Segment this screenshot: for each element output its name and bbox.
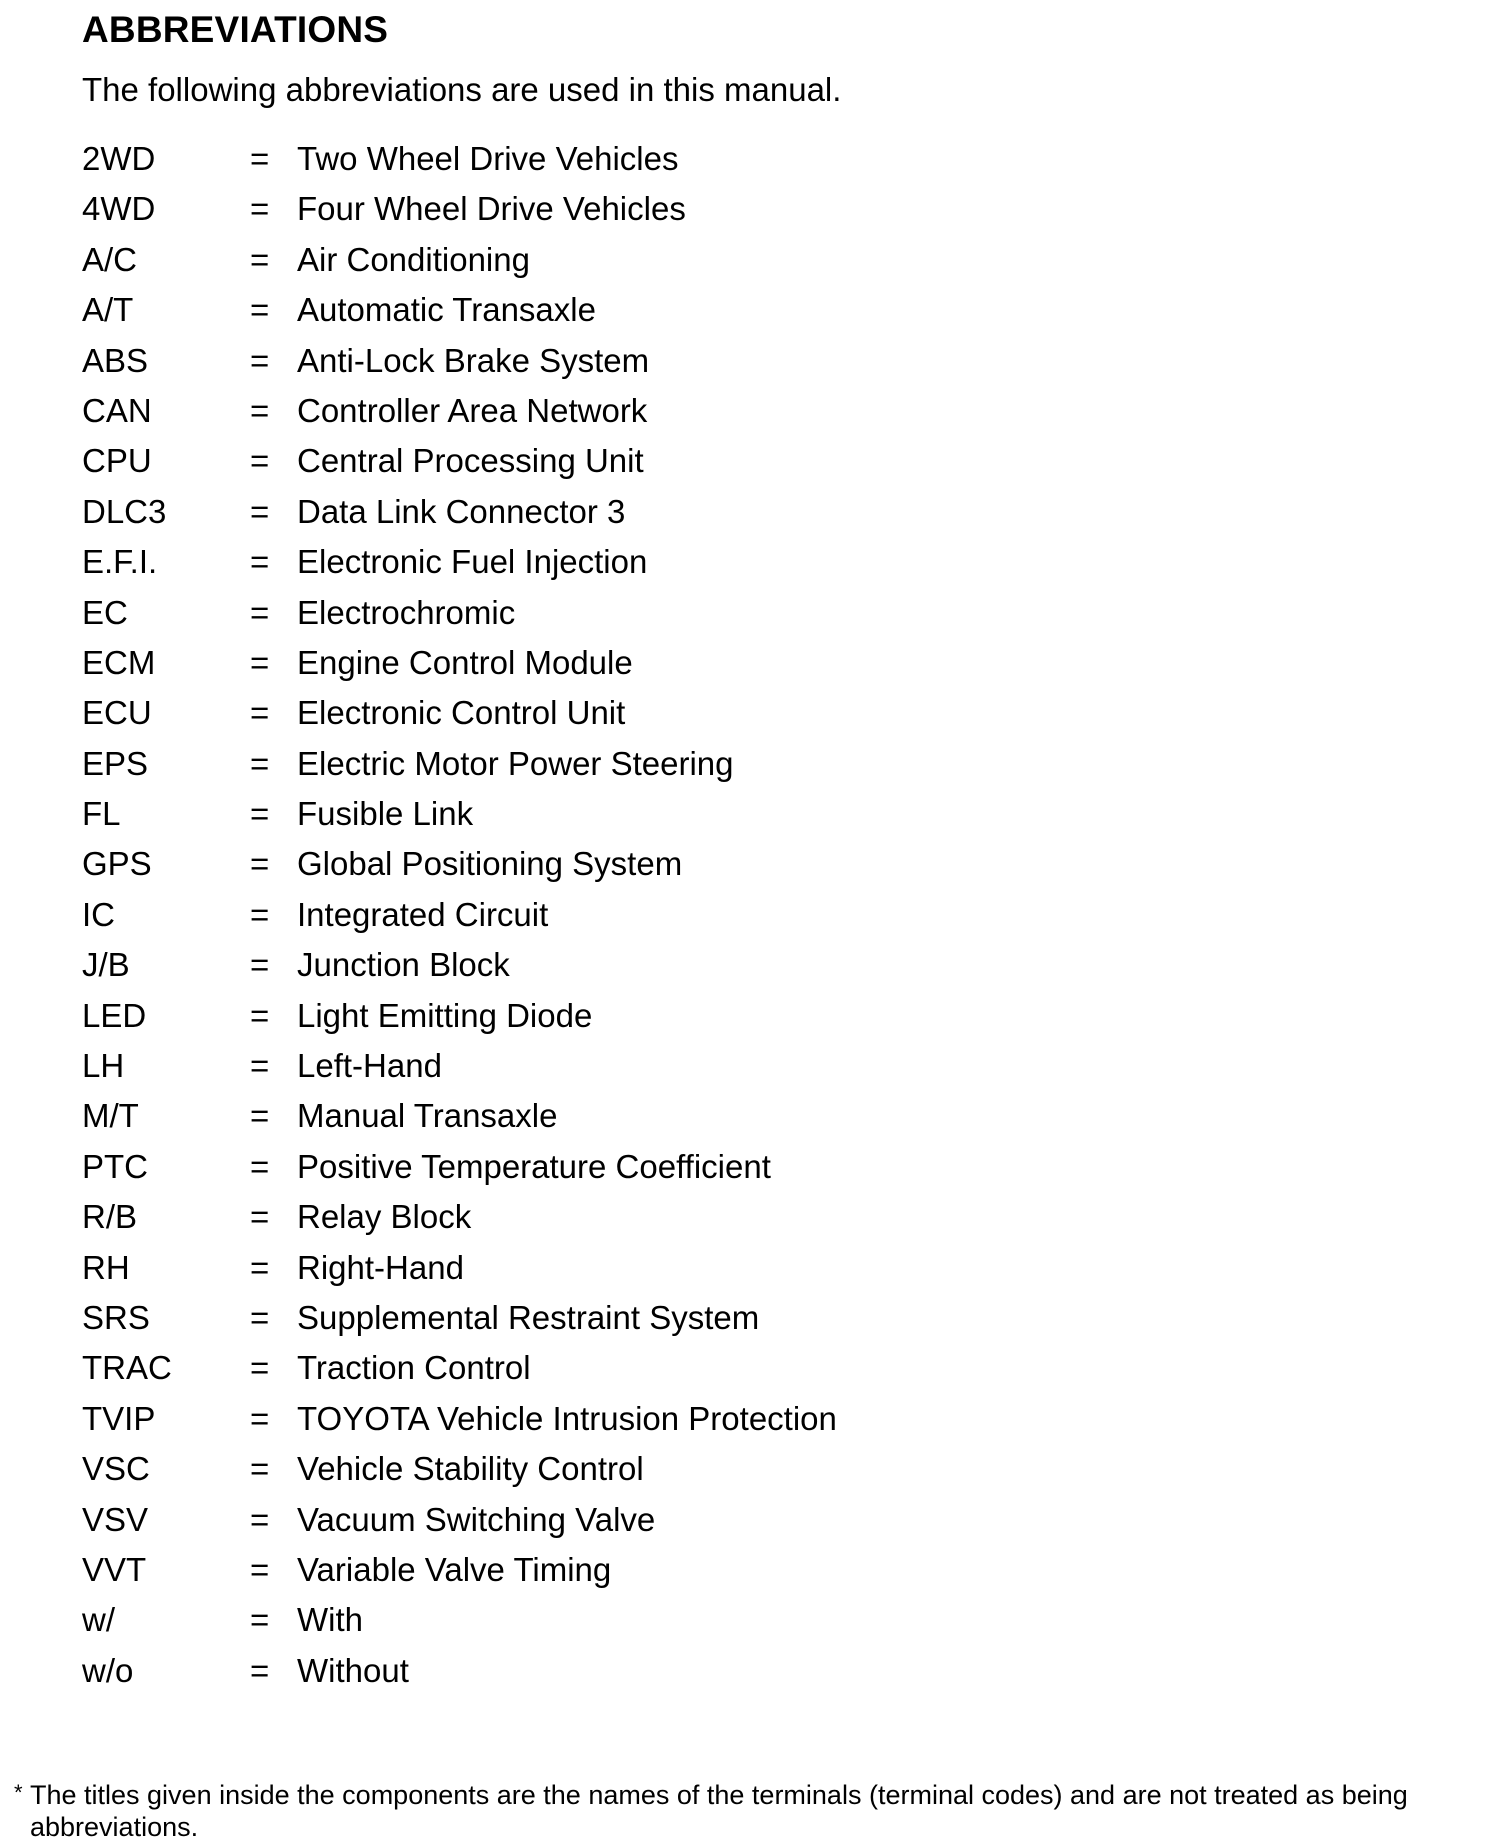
abbreviation-code: IC	[82, 895, 115, 933]
equals-sign: =	[250, 996, 270, 1034]
abbreviation-meaning: Variable Valve Timing	[297, 1550, 612, 1588]
abbreviation-row	[82, 189, 1282, 239]
equals-sign: =	[250, 1248, 270, 1286]
abbreviation-code: LED	[82, 996, 147, 1034]
abbreviation-row	[82, 290, 1282, 340]
abbreviation-code: M/T	[82, 1097, 139, 1135]
equals-sign: =	[250, 1147, 270, 1185]
abbreviation-code: 2WD	[82, 140, 156, 177]
abbreviation-list	[82, 139, 1282, 1701]
equals-sign: =	[250, 1349, 270, 1387]
equals-sign: =	[250, 1298, 270, 1336]
abbreviation-meaning: Integrated Circuit	[297, 895, 549, 933]
abbreviation-meaning: Electronic Control Unit	[297, 694, 626, 732]
abbreviation-row	[82, 441, 1282, 491]
abbreviation-code: CPU	[82, 442, 152, 480]
abbreviation-row	[82, 844, 1282, 894]
abbreviation-meaning: Controller Area Network	[297, 391, 648, 429]
abbreviation-row	[82, 240, 1282, 290]
abbreviation-row	[82, 1600, 1282, 1650]
abbreviation-meaning: Global Positioning System	[297, 845, 683, 883]
equals-sign: =	[250, 391, 270, 429]
abbreviation-row	[82, 1248, 1282, 1298]
abbreviation-row	[82, 1550, 1282, 1600]
abbreviation-row	[82, 1298, 1282, 1348]
abbreviation-meaning: Anti-Lock Brake System	[297, 341, 650, 379]
abbreviation-code: ABS	[82, 341, 149, 379]
equals-sign: =	[250, 1550, 270, 1588]
abbreviation-meaning: Junction Block	[297, 946, 510, 984]
footnote-text: The titles given inside the components are the names of the terminals (terminal codes) and are not treated as being abbreviations.	[30, 1780, 1408, 1842]
abbreviation-meaning: With	[297, 1601, 363, 1639]
abbreviation-row	[82, 1046, 1282, 1096]
abbreviation-code: w/o	[82, 1651, 134, 1689]
abbreviation-row	[82, 744, 1282, 794]
abbreviation-row	[82, 593, 1282, 643]
equals-sign: =	[250, 442, 270, 480]
equals-sign: =	[250, 1651, 270, 1689]
equals-sign: =	[250, 190, 270, 228]
abbreviation-code: PTC	[82, 1147, 148, 1185]
abbreviation-code: VVT	[82, 1550, 147, 1588]
abbreviation-row	[82, 1449, 1282, 1499]
abbreviation-meaning: Vacuum Switching Valve	[297, 1500, 656, 1538]
abbreviation-meaning: Central Processing Unit	[297, 442, 644, 480]
abbreviation-row	[82, 391, 1282, 441]
equals-sign: =	[250, 946, 270, 984]
equals-sign: =	[250, 1500, 270, 1538]
abbreviation-meaning: Right-Hand	[297, 1248, 464, 1286]
abbreviation-row	[82, 693, 1282, 743]
equals-sign: =	[250, 845, 270, 883]
abbreviation-code: VSV	[82, 1500, 149, 1538]
abbreviation-code: RH	[82, 1248, 130, 1286]
abbreviation-meaning: Electrochromic	[297, 593, 516, 631]
equals-sign: =	[250, 1601, 270, 1639]
footnote-asterisk: *	[14, 1780, 23, 1805]
abbreviation-meaning: Four Wheel Drive Vehicles	[297, 190, 686, 228]
abbreviation-row	[82, 945, 1282, 995]
abbreviation-code: E.F.I.	[82, 543, 158, 581]
abbreviation-meaning: Traction Control	[297, 1349, 531, 1387]
footnote	[14, 1779, 1494, 1843]
abbreviation-code: ECU	[82, 694, 152, 732]
abbreviation-row	[82, 794, 1282, 844]
abbreviation-meaning: Engine Control Module	[297, 643, 633, 681]
abbreviation-meaning: Vehicle Stability Control	[297, 1450, 644, 1488]
abbreviation-row	[82, 1096, 1282, 1146]
abbreviation-row	[82, 341, 1282, 391]
abbreviation-meaning: Without	[297, 1651, 409, 1689]
abbreviation-row	[82, 542, 1282, 592]
abbreviation-code: VSC	[82, 1450, 150, 1488]
equals-sign: =	[250, 543, 270, 581]
abbreviation-meaning: TOYOTA Vehicle Intrusion Protection	[297, 1399, 837, 1437]
abbreviation-meaning: Fusible Link	[297, 795, 474, 833]
abbreviation-meaning: Data Link Connector 3	[297, 492, 626, 530]
abbreviation-meaning: Supplemental Restraint System	[297, 1298, 760, 1336]
equals-sign: =	[250, 593, 270, 631]
abbreviation-meaning: Left-Hand	[297, 1047, 442, 1085]
abbreviation-row	[82, 1651, 1282, 1701]
equals-sign: =	[250, 694, 270, 732]
abbreviation-row	[82, 139, 1282, 189]
abbreviation-row	[82, 1147, 1282, 1197]
equals-sign: =	[250, 240, 270, 278]
equals-sign: =	[250, 492, 270, 530]
abbreviation-row	[82, 1500, 1282, 1550]
equals-sign: =	[250, 1450, 270, 1488]
abbreviation-row	[82, 996, 1282, 1046]
abbreviation-code: EC	[82, 593, 128, 631]
abbreviation-code: LH	[82, 1047, 125, 1085]
equals-sign: =	[250, 895, 270, 933]
abbreviation-row	[82, 895, 1282, 945]
equals-sign: =	[250, 291, 270, 329]
abbreviation-code: TVIP	[82, 1399, 156, 1437]
equals-sign: =	[250, 1399, 270, 1437]
abbreviation-code: CAN	[82, 391, 152, 429]
abbreviation-meaning: Air Conditioning	[297, 240, 530, 278]
equals-sign: =	[250, 1198, 270, 1236]
page-title: ABBREVIATIONS	[82, 9, 389, 50]
equals-sign: =	[250, 744, 270, 782]
abbreviation-code: ECM	[82, 643, 156, 681]
abbreviation-code: 4WD	[82, 190, 156, 228]
equals-sign: =	[250, 643, 270, 681]
abbreviation-meaning: Positive Temperature Coefficient	[297, 1147, 771, 1185]
abbreviation-code: A/T	[82, 291, 134, 329]
abbreviation-row	[82, 643, 1282, 693]
abbreviation-meaning: Manual Transaxle	[297, 1097, 558, 1135]
equals-sign: =	[250, 1097, 270, 1135]
abbreviation-meaning: Electronic Fuel Injection	[297, 543, 648, 581]
abbreviation-meaning: Relay Block	[297, 1198, 472, 1236]
abbreviation-code: A/C	[82, 240, 138, 278]
abbreviation-row	[82, 492, 1282, 542]
abbreviation-code: w/	[82, 1601, 115, 1639]
intro-text: The following abbreviations are used in this manual.	[82, 71, 842, 108]
abbreviation-code: DLC3	[82, 492, 167, 530]
equals-sign: =	[250, 795, 270, 833]
equals-sign: =	[250, 341, 270, 379]
abbreviation-row	[82, 1399, 1282, 1449]
abbreviation-code: TRAC	[82, 1349, 172, 1387]
abbreviation-code: FL	[82, 795, 121, 833]
abbreviation-row	[82, 1197, 1282, 1247]
abbreviation-meaning: Electric Motor Power Steering	[297, 744, 734, 782]
abbreviation-code: SRS	[82, 1298, 150, 1336]
abbreviation-code: GPS	[82, 845, 152, 883]
abbreviation-code: J/B	[82, 946, 130, 984]
equals-sign: =	[250, 1047, 270, 1085]
abbreviation-meaning: Automatic Transaxle	[297, 291, 596, 329]
abbreviation-row	[82, 1348, 1282, 1398]
equals-sign: =	[250, 140, 270, 177]
abbreviation-code: EPS	[82, 744, 149, 782]
abbreviation-code: R/B	[82, 1198, 138, 1236]
abbreviation-meaning: Light Emitting Diode	[297, 996, 593, 1034]
abbreviation-meaning: Two Wheel Drive Vehicles	[297, 140, 679, 177]
